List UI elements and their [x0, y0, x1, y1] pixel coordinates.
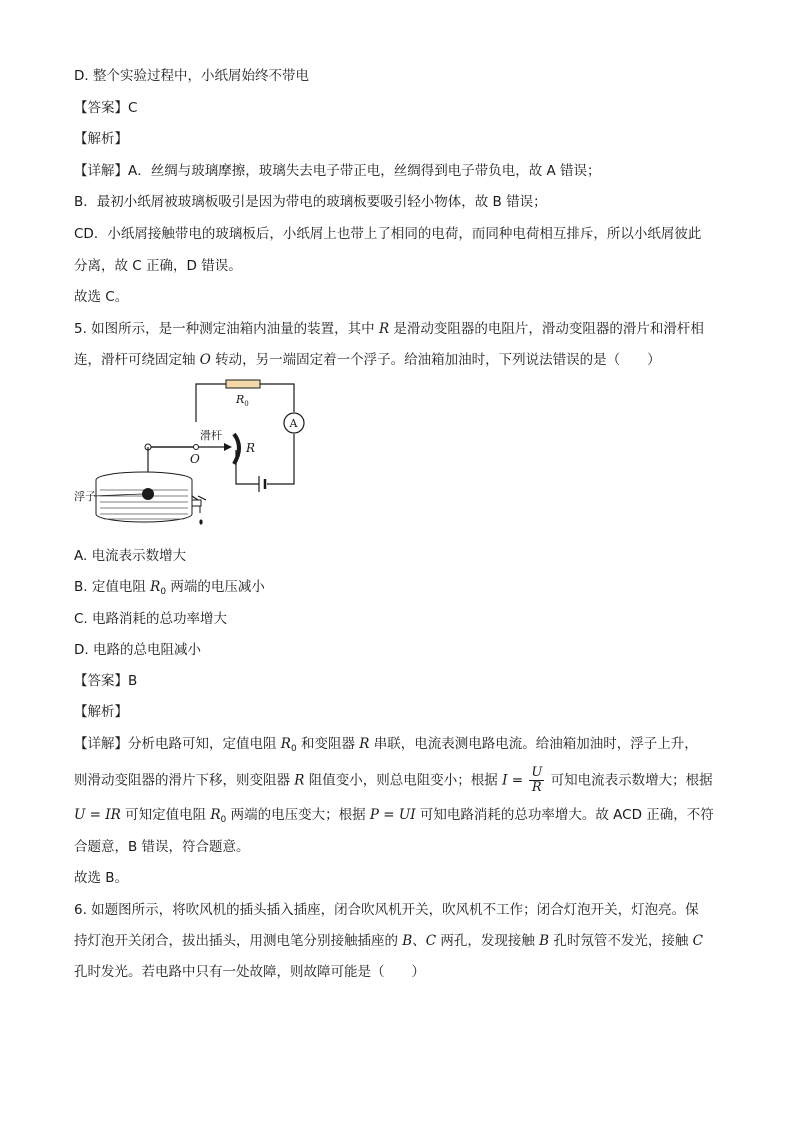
q4-detail-1 — [74, 162, 601, 180]
detail-text: 可知定值电阻 — [120, 807, 211, 823]
detail-text: 阻值变小，则总电阻变小；根据 — [304, 772, 503, 789]
var-R: R — [294, 772, 305, 789]
rheostat-arc-shape — [234, 434, 239, 464]
q5-detail-1 — [74, 735, 698, 758]
option-text: 两端的电压减小 — [166, 579, 265, 595]
q4-option-d: D. 整个实验过程中，小纸屑始终不带电 — [74, 68, 309, 84]
ohms-law-fraction — [529, 766, 544, 795]
stem-text: 连，滑杆可绕固定轴 — [74, 352, 200, 368]
var-R0: R — [280, 736, 291, 752]
var-R0: R — [210, 807, 221, 823]
separator: 、 — [412, 933, 426, 949]
slider-label: 滑杆 — [200, 429, 222, 442]
detail-text: 则滑动变阻器的滑片下移，则变阻器 — [74, 772, 295, 789]
q6-stem-1: 6. 如题图所示，将吹风机的插头插入插座，闭合吹风机开关，吹风机不工作；闭合灯泡开关，灯泡亮。保 — [74, 902, 699, 918]
var-R: R — [359, 736, 370, 752]
detail-text: 可知电流表示数增大；根据 — [546, 772, 713, 789]
q5-conclusion: 故选 B。 — [74, 870, 129, 886]
detail-text: 两端的电压变大；根据 — [226, 807, 370, 823]
slider-arrow-icon — [224, 443, 232, 451]
detail-text: 分析电路可知，定值电阻 — [128, 736, 281, 752]
var-C: C — [692, 933, 704, 949]
subscript: 0 — [220, 815, 227, 825]
fraction-denominator: R — [531, 780, 542, 795]
var-B: B — [539, 933, 550, 949]
detail-text: 串联，电流表测电路电流。给油箱加油时，浮子上升， — [369, 736, 698, 752]
q6-stem-2 — [74, 932, 703, 950]
q4-detail-4: 分离，故 C 正确，D 错误。 — [74, 258, 242, 274]
detail-text: 可知电路消耗的总功率增大。故 ACD 正确，不符 — [415, 807, 714, 823]
r-label: R — [246, 441, 256, 455]
q5-option-c: C. 电路消耗的总功率增大 — [74, 611, 228, 627]
q5-analysis-tag: 【解析】 — [74, 704, 128, 720]
q5-option-a: A. 电流表示数增大 — [74, 548, 187, 564]
formula-u-ir: U = IR — [74, 807, 121, 823]
subscript: 0 — [160, 587, 167, 597]
answer-value: B — [128, 673, 138, 689]
option-text: B. 定值电阻 — [74, 579, 151, 595]
q4-detail-3: CD．小纸屑接触带电的玻璃板后，小纸屑上也带上了相同的电荷，而同种电荷相互排斥，所以小纸屑彼此 — [74, 226, 702, 242]
q5-option-b — [74, 578, 265, 601]
r0-label: $R_0$ — [236, 393, 249, 408]
q5-answer — [74, 672, 137, 690]
detail-tag: 【详解】 — [74, 163, 128, 179]
detail-text: 和变阻器 — [296, 736, 360, 752]
pivot-label: O — [190, 452, 200, 466]
q5-detail-4: 合题意，B 错误，符合题意。 — [74, 839, 250, 855]
q5-detail-2 — [74, 766, 713, 795]
stem-text: 持灯泡开关闭合，拔出插头，用测电笔分别接触插座的 — [74, 933, 403, 949]
float-ball-shape — [142, 488, 154, 500]
r0-resistor-shape — [226, 380, 260, 388]
fraction-numerator: U — [531, 765, 543, 780]
detail-tag: 【详解】 — [74, 736, 128, 752]
q4-analysis-tag: 【解析】 — [74, 131, 128, 147]
formula-p-ui: P = UI — [369, 807, 416, 823]
q5-option-d: D. 电路的总电阻减小 — [74, 642, 201, 658]
ammeter-label: A — [289, 417, 298, 430]
equals-sign: = — [507, 772, 528, 789]
var-R: R — [378, 321, 390, 337]
var-O: O — [199, 352, 211, 368]
detail-text: A．丝绸与玻璃摩擦，玻璃失去电子带正电，丝绸得到电子带负电，故 A 错误； — [128, 163, 601, 179]
float-label: 浮子 — [74, 490, 96, 503]
q4-conclusion: 故选 C。 — [74, 289, 129, 305]
stem-text: 孔时氖管不发光，接触 — [549, 933, 693, 949]
stem-text: 转动，另一端固定着一个浮子。给油箱加油时，下列说法错误的是（ ） — [210, 352, 661, 368]
stem-text: 是滑动变阻器的电阻片，滑动变阻器的滑片和滑杆相 — [389, 321, 704, 337]
var-C: C — [425, 933, 437, 949]
subscript: 0 — [290, 744, 297, 754]
q6-stem-3: 孔时发光。若电路中只有一处故障，则故障可能是（ ） — [74, 964, 425, 980]
q5-detail-3 — [74, 806, 714, 829]
q5-stem-1 — [74, 320, 704, 338]
oil-gauge-circuit-figure — [74, 372, 314, 532]
answer-value: C — [128, 100, 138, 116]
var-B: B — [402, 933, 413, 949]
answer-tag: 【答案】 — [74, 673, 128, 689]
answer-tag: 【答案】 — [74, 100, 128, 116]
var-I: I — [502, 772, 508, 789]
q4-detail-2: B．最初小纸屑被玻璃板吸引是因为带电的玻璃板要吸引轻小物体，故 B 错误； — [74, 194, 547, 210]
stem-text: 两孔，发现接触 — [436, 933, 540, 949]
stem-text: 5. 如图所示，是一种测定油箱内油量的装置，其中 — [74, 321, 379, 337]
var-R0: R — [150, 579, 161, 595]
q5-stem-2 — [74, 351, 661, 369]
q4-answer — [74, 99, 137, 117]
